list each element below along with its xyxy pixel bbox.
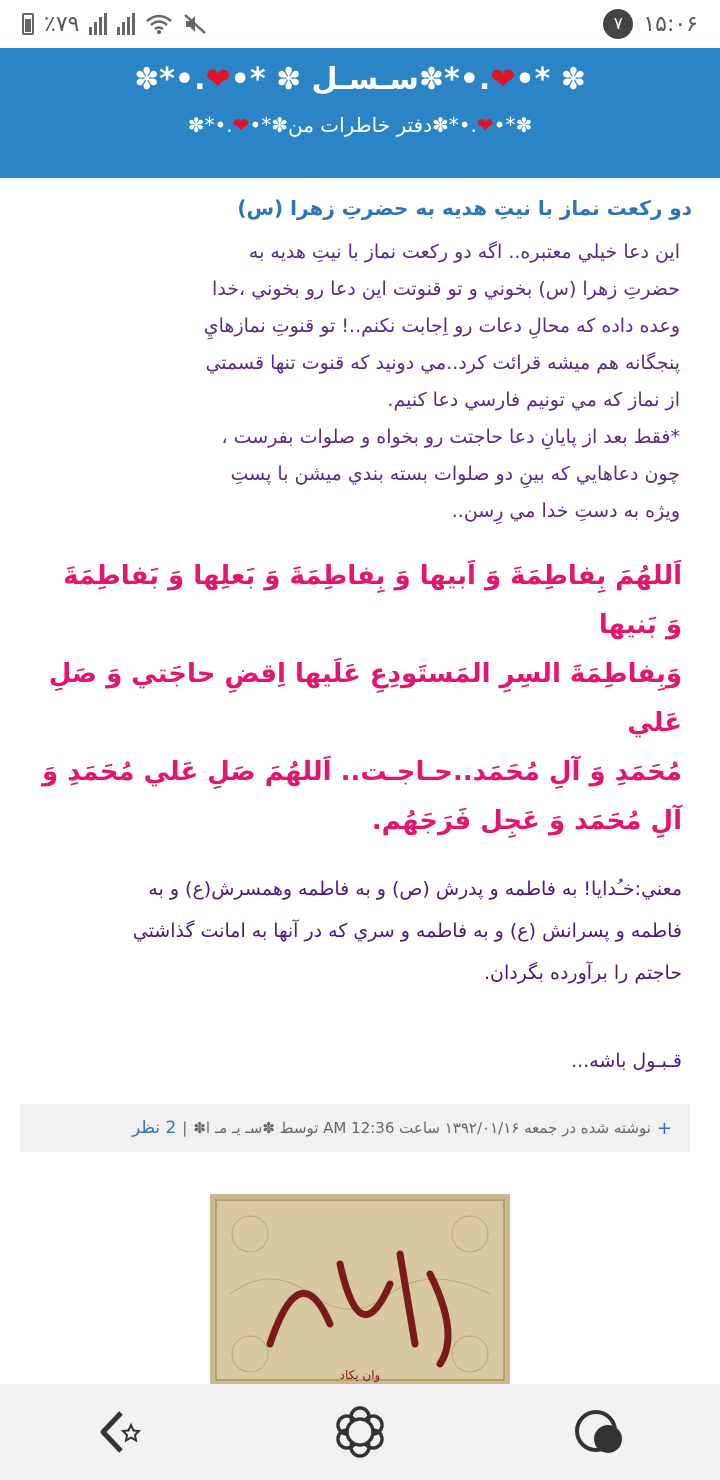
post-body-line: *فقط بعد از پايانِ دعا حاجتت رو بخواه و صلوات بفرست ، [221,426,680,448]
comments-link[interactable]: 2 نظر [131,1118,177,1138]
post-body-line: از نماز که مي تونيم فارسي دعا کنيم. [387,389,680,411]
status-bar [0,0,720,48]
prayer-line: مُحَمَدِ وَ آلِ مُحَمَد..حـاجـت.. اَللهُمَ صَلِ عَلي مُحَمَدِ وَ [42,757,682,787]
theme-circles-icon [572,1407,628,1457]
calligraphy-image [210,1194,510,1386]
flower-button[interactable] [315,1392,405,1472]
post-meta-bar [20,1104,690,1152]
flower-icon [333,1405,387,1459]
post-body-line: حضرتِ زهرا (س) بخوني و تو قنوتت اين دعا رو بخوني ،خدا [212,278,680,300]
bottom-navigation [0,1384,720,1480]
post-body [40,234,692,530]
back-star-button[interactable] [75,1392,165,1472]
status-bar-left [22,12,207,37]
battery-percent: ٪۷۹ [44,11,80,37]
prayer-line: اَللهُمَ بِفاطِمَةَ وَ اَبيها وَ بِفاطِمَةَ وَ بَعلِها وَ بَفاطِمَةَ وَ بَنيها [63,561,682,640]
post-body-line: پنجگانه هم ميشه قرائت کرد..مي دونيد که قنوت تنها قسمتي [205,352,680,374]
prayer-line: آلِ مُحَمَد وَ عَجِل فَرَجَهُم. [371,806,682,836]
clock: ۱۵:۰۶ [643,11,698,37]
signal-2-icon [117,13,135,35]
prayer-meaning [40,868,692,994]
blog-subtitle: ✽*•.❤•*✽دفتر خاطرات من✽*•.❤•*✽ [187,113,533,137]
permalink-plus[interactable]: + [656,1117,672,1139]
post [40,196,692,1072]
prayer-text [40,552,692,846]
blog-header [0,48,720,178]
theme-button[interactable] [555,1392,645,1472]
meaning-line: معني:خـُدايا! به فاطمه و پدرش (ص) و به فاطمه وهمسرش(ع) و به [148,878,682,900]
notification-count-badge: ۷ [603,9,633,39]
calligraphy-caption: وان یکاد [339,1368,381,1382]
status-bar-right [603,9,698,39]
signal-icon [89,13,107,35]
blog-title[interactable]: ✽*•.❤•* ✽ سـسـل✽*•.❤•* ✽ [134,62,586,97]
wifi-icon [145,13,173,35]
prayer-line: وَبِفاطِمَةَ السِرِ المَستَودِعِ عَلَيها اِقضِ حاجَتي وَ صَلِ عَلي [48,659,682,738]
post-body-line: اين دعا خيلي معتبره.. اگه دو رکعت نماز با نيتِ هديه به [248,241,680,263]
post-title[interactable]: دو رکعت نماز با نیتِ هدیه به حضرتِ زهرا (س) [237,196,692,220]
post-body-line: ويژه به دستِ خدا مي رِسن.. [451,500,680,522]
post-body-line: چون دعاهايي که بينِ دو صلوات بسته بندي ميشن با پستِ [230,463,680,485]
post-body-line: وعده داده که محالِ دعات رو اِجابت نکنم..! تو قنوتِ نمازهايِ [203,315,680,337]
calligraphy-artwork [210,1194,510,1386]
meta-separator: | [182,1119,188,1137]
post-meta-text: نوشته شده در جمعه ۱۳۹۲/۰۱/۱۶ ساعت 12:36 AM توسط ✽سـ یـ مـ ا✽ [193,1119,651,1137]
mute-icon [183,12,207,36]
closing-text: قـبـول باشه... [571,1050,682,1072]
meaning-line: فاطمه و پسرانش (ع) و به فاطمه و سري که در آنها به امانت گذاشتي [132,920,682,942]
battery-icon [22,13,34,35]
meaning-line: حاجتم را برآورده بگردان. [483,962,682,984]
back-star-icon [95,1407,145,1457]
